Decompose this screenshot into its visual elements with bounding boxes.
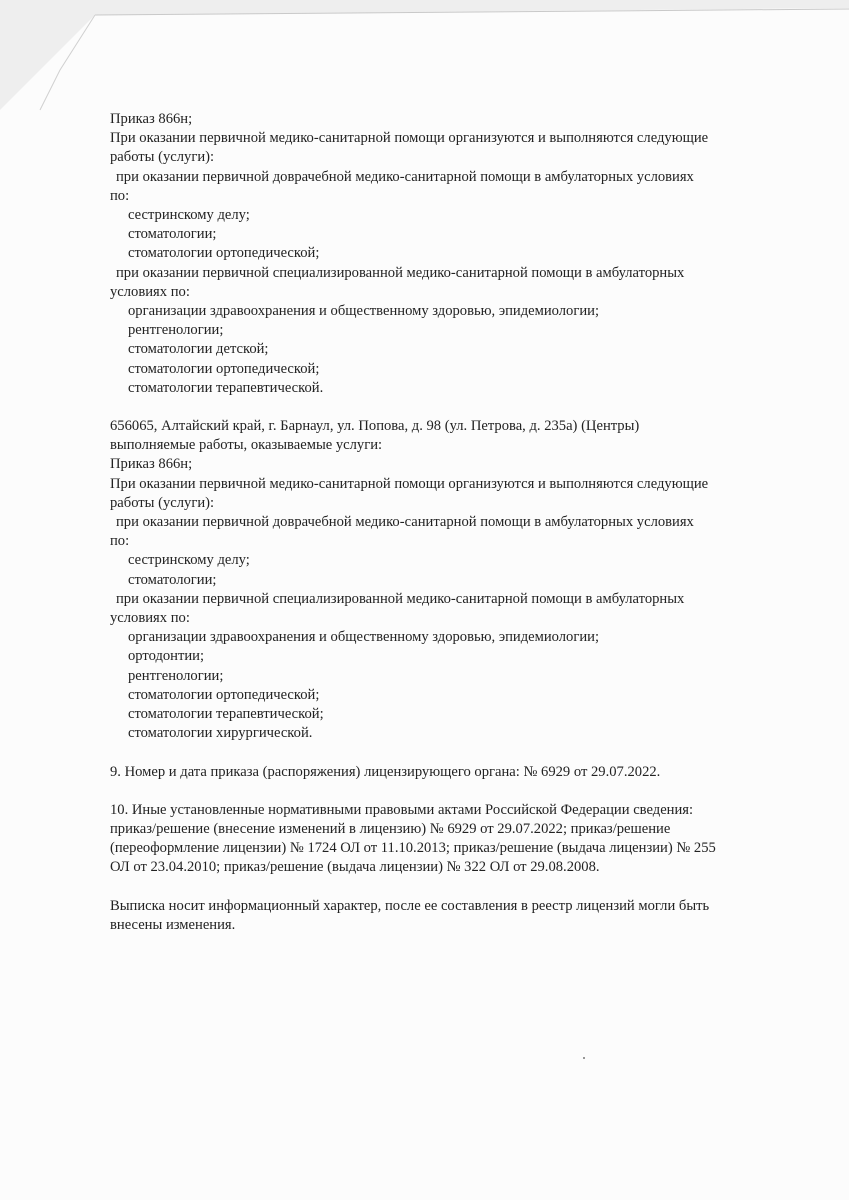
care-type-line: при оказании первичной доврачебной медико-санитарной помощи в амбулаторных условиях [116,514,694,531]
service-item: сестринскому делу; [128,207,250,224]
service-item: стоматологии ортопедической; [128,245,320,262]
disclaimer-line: внесены изменения. [110,916,236,933]
service-item: рентгенологии; [128,667,224,684]
service-item: стоматологии ортопедической; [128,686,320,703]
service-item: стоматологии; [128,571,217,588]
service-item: сестринскому делу; [128,552,250,569]
section-9: 9. Номер и дата приказа (распоряжения) лицензирующего органа: № 6929 от 29.07.2022. [110,763,661,780]
service-item: стоматологии; [128,226,217,243]
disclaimer-line: Выписка носит информационный характер, после ее составления в реестр лицензий могли быть [110,897,710,914]
service-item: стоматологии детской; [128,341,269,358]
service-item: стоматологии хирургической. [128,725,313,742]
order-line: Приказ 866н; [110,111,193,127]
address-line: 656065, Алтайский край, г. Барнаул, ул. Попова, д. 98 (ул. Петрова, д. 235а) (Центры) [110,418,640,435]
care-type-line: условиях по: [110,283,190,300]
care-type-line: при оказании первичной специализированной медико-санитарной помощи в амбулаторных [116,590,685,607]
section-10-line: ОЛ от 23.04.2010; приказ/решение (выдача лицензии) № 322 ОЛ от 29.08.2008. [110,859,600,876]
document-body [110,110,810,935]
intro-line: При оказании первичной медико-санитарной помощи организуются и выполняются следующие [110,475,709,492]
care-type-line: при оказании первичной доврачебной медико-санитарной помощи в амбулаторных условиях [116,168,694,185]
intro-line: работы (услуги): [110,149,215,166]
section-10-line: 10. Иные установленные нормативными правовыми актами Российской Федерации сведения: [110,801,694,818]
service-item: стоматологии ортопедической; [128,360,320,377]
intro-line: При оказании первичной медико-санитарной помощи организуются и выполняются следующие [110,130,709,147]
intro-line: работы (услуги): [110,494,215,511]
scan-speck [583,1057,585,1059]
section-10-line: приказ/решение (внесение изменений в лицензию) № 6929 от 29.07.2022; приказ/решение [110,820,671,837]
service-item: стоматологии терапевтической; [128,706,324,723]
care-type-line: при оказании первичной специализированной медико-санитарной помощи в амбулаторных [116,264,685,281]
service-item: ортодонтии; [128,648,205,665]
service-item: организации здравоохранения и общественному здоровью, эпидемиологии; [128,303,600,320]
order-line: Приказ 866н; [110,456,193,473]
care-type-line: по: [110,187,130,204]
care-type-line: по: [110,533,130,550]
section-10-line: (переоформление лицензии) № 1724 ОЛ от 11.10.2013; приказ/решение (выдача лицензии) № 255 [110,840,716,857]
care-type-line: условиях по: [110,610,190,627]
works-heading: выполняемые работы, оказываемые услуги: [110,437,383,454]
service-item: рентгенологии; [128,322,224,339]
service-item: организации здравоохранения и общественному здоровью, эпидемиологии; [128,629,600,646]
service-item: стоматологии терапевтической. [128,379,324,396]
